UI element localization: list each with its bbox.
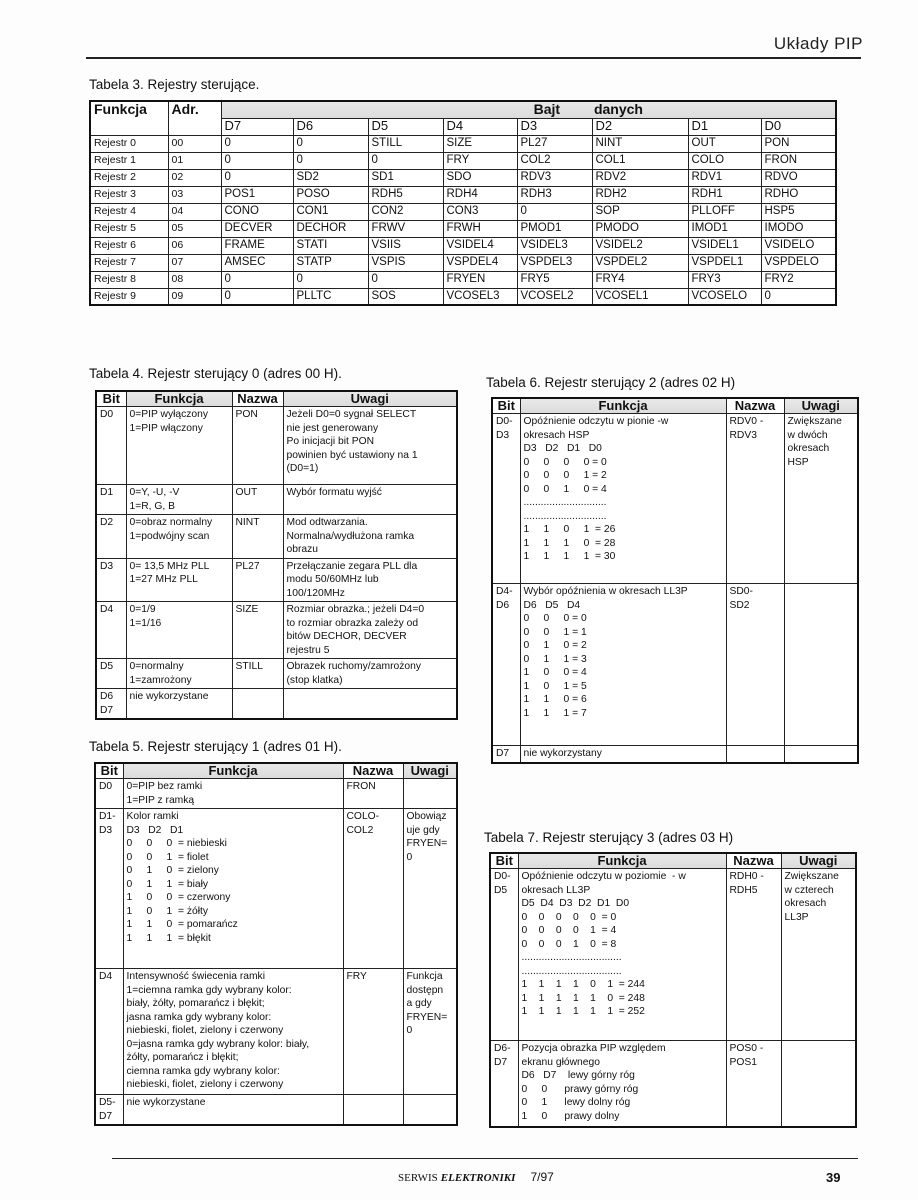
table-row: [90, 220, 836, 237]
table3-bit-value: SD1: [368, 169, 443, 186]
table6-cell-funkcja: nie wykorzystany: [520, 746, 726, 763]
table3-bit-value: IMODO: [761, 220, 836, 237]
table7-cell-uwagi: Zwiększane w czterech okresach LL3P: [781, 869, 856, 1041]
table3-bit-value: VSIIS: [368, 237, 443, 254]
footer-magazine-prefix: SERWIS: [398, 1172, 438, 1184]
table3-bit-value: VSPDEL2: [592, 254, 688, 271]
table3-bit-header: D1: [688, 118, 761, 135]
table4-cell-uwagi: Przełączanie zegara PLL dla modu 50/60MHz lub 100/120MHz: [283, 558, 457, 602]
table-row: [90, 271, 836, 288]
table3: [89, 100, 837, 306]
table3-bit-value: VCOSEL1: [592, 288, 688, 305]
table3-bit-value: FRYEN: [443, 271, 517, 288]
table3-bit-value: PLLTC: [293, 288, 368, 305]
table7-cell-bit: D0- D5: [490, 869, 518, 1041]
table5-cell-uwagi: Funkcja dostępn a gdy FRYEN= 0: [403, 969, 457, 1095]
table3-bit-header: D6: [293, 118, 368, 135]
table4-cell-funkcja: 0=normalny 1=zamrożony: [126, 659, 232, 689]
table3-bit-header: D0: [761, 118, 836, 135]
table3-bit-value: FRY4: [592, 271, 688, 288]
table5-cell-uwagi: [403, 779, 457, 809]
table3-register-name: Rejestr 3: [90, 186, 168, 203]
table-row: [490, 869, 856, 1041]
table-row: [96, 407, 457, 485]
table-row: [90, 203, 836, 220]
table5: [94, 762, 458, 1126]
table3-header-adr: Adr.: [168, 101, 221, 135]
table3-bit-value: 0: [221, 152, 293, 169]
table3-bit-value: SIZE: [443, 135, 517, 152]
table6-header-uwagi: Uwagi: [784, 398, 858, 414]
table3-bit-value: RDH3: [517, 186, 592, 203]
table-row: [96, 689, 457, 720]
table3-bit-value: DECVER: [221, 220, 293, 237]
table4-cell-uwagi: Jeżeli D0=0 sygnał SELECT nie jest generowany Po inicjacji bit PON powinien być ustawiony na 1 (D0=1): [283, 407, 457, 485]
table5-header-bit: Bit: [95, 763, 123, 779]
table3-bit-value: HSP5: [761, 203, 836, 220]
table3-bit-value: VCOSELO: [688, 288, 761, 305]
table4-cell-uwagi: Mod odtwarzania. Normalna/wydłużona ramka obrazu: [283, 515, 457, 559]
table3-bit-value: FRY5: [517, 271, 592, 288]
table4-cell-funkcja: 0=1/9 1=1/16: [126, 602, 232, 659]
table3-bit-value: IMOD1: [688, 220, 761, 237]
table4-cell-funkcja: 0=Y, -U, -V 1=R, G, B: [126, 485, 232, 515]
footer-magazine-name: ELEKTRONIKI: [440, 1172, 516, 1184]
table3-bit-value: COL2: [517, 152, 592, 169]
table4-cell-nazwa: STILL: [232, 659, 283, 689]
table3-bit-value: RDV3: [517, 169, 592, 186]
table3-bit-value: 0: [761, 288, 836, 305]
table3-bit-value: PMOD1: [517, 220, 592, 237]
table7-cell-nazwa: POS0 - POS1: [726, 1041, 781, 1127]
table5-cell-funkcja: 0=PIP bez ramki 1=PIP z ramką: [123, 779, 343, 809]
table4-cell-bit: D6 D7: [96, 689, 126, 720]
table4-cell-uwagi: Obrazek ruchomy/zamrożony (stop klatka): [283, 659, 457, 689]
table3-bit-value: AMSEC: [221, 254, 293, 271]
table6-cell-bit: D0- D3: [492, 414, 520, 584]
table3-bit-value: 0: [293, 152, 368, 169]
table3-register-address: 08: [168, 271, 221, 288]
table3-bit-value: 0: [293, 135, 368, 152]
table5-header-nazwa: Nazwa: [343, 763, 403, 779]
table3-register-name: Rejestr 5: [90, 220, 168, 237]
table3-bit-value: CON2: [368, 203, 443, 220]
table6-cell-funkcja: Wybór opóźnienia w okresach LL3P D6 D5 D4 0 0 0 = 0 0 0 1 = 1 0 1 0 = 2 0 1 1 = 3 1 0 0 = 4 1 0 1 = 5 1 1 0 = 6 1 1 1 = 7: [520, 584, 726, 746]
table5-cell-bit: D1- D3: [95, 809, 123, 969]
table3-register-name: Rejestr 7: [90, 254, 168, 271]
table5-cell-nazwa: COLO- COL2: [343, 809, 403, 969]
table3-register-name: Rejestr 6: [90, 237, 168, 254]
table6-cell-funkcja: Opóźnienie odczytu w pionie -w okresach HSP D3 D2 D1 D0 0 0 0 0 = 0 0 0 0 1 = 2 0 0 1 0 = 4 ............................. ............................. 1 1 0 1 = 26 1 1 1 0 = 28 1 1 1 1 = 30: [520, 414, 726, 584]
table3-bit-value: RDH1: [688, 186, 761, 203]
table5-cell-bit: D0: [95, 779, 123, 809]
table3-bit-value: VSPDEL4: [443, 254, 517, 271]
table3-danych-label: danych: [593, 101, 643, 117]
table6-cell-uwagi: [784, 584, 858, 746]
table3-bit-value: PLLOFF: [688, 203, 761, 220]
table3-bit-value: RDVO: [761, 169, 836, 186]
table3-register-address: 07: [168, 254, 221, 271]
footer-rule: [112, 1158, 858, 1159]
table3-bit-value: FRY3: [688, 271, 761, 288]
table6-cell-bit: D7: [492, 746, 520, 763]
table-row: [95, 779, 457, 809]
table4-header-nazwa: Nazwa: [232, 391, 283, 407]
table3-bit-value: VSPDEL1: [688, 254, 761, 271]
table3-bit-value: VSIDEL4: [443, 237, 517, 254]
table3-bit-value: NINT: [592, 135, 688, 152]
table3-bit-value: FRWH: [443, 220, 517, 237]
table3-bit-value: FRON: [761, 152, 836, 169]
table3-bit-value: SOS: [368, 288, 443, 305]
table3-bit-value: 0: [221, 169, 293, 186]
table7-cell-nazwa: RDH0 - RDH5: [726, 869, 781, 1041]
table6: [491, 397, 859, 764]
table4-cell-bit: D2: [96, 515, 126, 559]
table-row: [95, 1095, 457, 1126]
table3-bit-value: FRWV: [368, 220, 443, 237]
table4-header-funkcja: Funkcja: [126, 391, 232, 407]
table3-register-address: 06: [168, 237, 221, 254]
table3-bit-value: DECHOR: [293, 220, 368, 237]
table4-cell-bit: D3: [96, 558, 126, 602]
table3-bit-value: 0: [221, 271, 293, 288]
table6-cell-nazwa: RDV0 - RDV3: [726, 414, 784, 584]
table3-bit-header: D7: [221, 118, 293, 135]
table-row: [96, 515, 457, 559]
table6-cell-nazwa: [726, 746, 784, 763]
table3-bit-value: 0: [517, 203, 592, 220]
table3-bit-value: STATP: [293, 254, 368, 271]
table-row: [90, 288, 836, 305]
table4-cell-nazwa: NINT: [232, 515, 283, 559]
table-row: [90, 237, 836, 254]
table3-bit-value: PMODO: [592, 220, 688, 237]
table3-bit-value: COLO: [688, 152, 761, 169]
table3-register-address: 02: [168, 169, 221, 186]
table3-bit-value: 0: [221, 288, 293, 305]
table3-bit-value: 0: [368, 271, 443, 288]
table5-cell-nazwa: FRY: [343, 969, 403, 1095]
table3-bit-value: 0: [293, 271, 368, 288]
table-row: [490, 1041, 856, 1127]
table3-bit-value: SD2: [293, 169, 368, 186]
table7-cell-funkcja: Pozycja obrazka PIP względem ekranu głównego D6 D7 lewy górny róg 0 0 prawy górny róg 0 1 lewy dolny róg 1 0 prawy dolny: [518, 1041, 726, 1127]
table3-bit-value: 0: [368, 152, 443, 169]
table4-cell-nazwa: PL27: [232, 558, 283, 602]
table4-header-uwagi: Uwagi: [283, 391, 457, 407]
table3-bit-value: PON: [761, 135, 836, 152]
table3-bit-value: POSO: [293, 186, 368, 203]
table3-register-address: 09: [168, 288, 221, 305]
table6-cell-uwagi: Zwiększane w dwóch okresach HSP: [784, 414, 858, 584]
table4-cell-nazwa: [232, 689, 283, 720]
table3-register-address: 04: [168, 203, 221, 220]
table3-bit-value: CON3: [443, 203, 517, 220]
table3-bit-value: SDO: [443, 169, 517, 186]
table4-cell-nazwa: SIZE: [232, 602, 283, 659]
table6-cell-uwagi: [784, 746, 858, 763]
table-row: [96, 558, 457, 602]
table3-bit-value: VSPDELO: [761, 254, 836, 271]
table6-caption: Tabela 6. Rejestr sterujący 2 (adres 02 H): [486, 375, 736, 390]
table3-register-name: Rejestr 1: [90, 152, 168, 169]
table3-bit-value: STILL: [368, 135, 443, 152]
table3-bit-value: OUT: [688, 135, 761, 152]
table4-header-bit: Bit: [96, 391, 126, 407]
table3-bit-header: D4: [443, 118, 517, 135]
table3-bit-value: VSIDEL2: [592, 237, 688, 254]
table4-cell-bit: D4: [96, 602, 126, 659]
table-row: [96, 602, 457, 659]
table4: [95, 390, 458, 720]
table3-bit-value: VSIDELO: [761, 237, 836, 254]
table-row: [96, 659, 457, 689]
table-row: [90, 135, 836, 152]
table3-caption: Tabela 3. Rejestry sterujące.: [89, 77, 260, 92]
table4-cell-funkcja: 0= 13,5 MHz PLL 1=27 MHz PLL: [126, 558, 232, 602]
table3-bit-value: VSPDEL3: [517, 254, 592, 271]
table4-cell-uwagi: Wybór formatu wyjść: [283, 485, 457, 515]
table6-cell-bit: D4- D6: [492, 584, 520, 746]
table4-cell-bit: D5: [96, 659, 126, 689]
table3-header-funkcja: Funkcja: [90, 101, 168, 135]
table5-caption: Tabela 5. Rejestr sterujący 1 (adres 01 H).: [89, 739, 342, 754]
table5-cell-funkcja: Intensywność świecenia ramki 1=ciemna ramka gdy wybrany kolor: biały, żółty, pomarańcz i błękit; jasna ramka gdy wybrany kolor: niebieski, fiolet, zielony i czerwony 0=jasna ramka gdy wybrany kolor: biały, żółty, pomarańcz i błękit; ciemna ramka gdy wybrany kolor: niebieski, fiolet, zielony i czerwony: [123, 969, 343, 1095]
table4-cell-bit: D0: [96, 407, 126, 485]
table5-cell-uwagi: [403, 1095, 457, 1126]
table7-cell-funkcja: Opóźnienie odczytu w poziomie - w okresach LL3P D5 D4 D3 D2 D1 D0 0 0 0 0 0 = 0 0 0 0 0 1 = 4 0 0 0 1 0 = 8 ................................... ................................... 1 1 1 1 0 1 = 244 1 1 1 1 1 0 = 248 1 1 1 1 1 1 = 252: [518, 869, 726, 1041]
table3-register-name: Rejestr 2: [90, 169, 168, 186]
table3-register-address: 01: [168, 152, 221, 169]
table-row: [96, 485, 457, 515]
table3-bit-value: POS1: [221, 186, 293, 203]
table3-register-name: Rejestr 4: [90, 203, 168, 220]
table3-bit-value: CONO: [221, 203, 293, 220]
table3-register-name: Rejestr 9: [90, 288, 168, 305]
table3-bit-value: 0: [221, 135, 293, 152]
table5-header-funkcja: Funkcja: [123, 763, 343, 779]
table4-cell-funkcja: 0=obraz normalny 1=podwójny scan: [126, 515, 232, 559]
table4-cell-uwagi: [283, 689, 457, 720]
table5-cell-funkcja: Kolor ramki D3 D2 D1 0 0 0 = niebieski 0 0 1 = fiolet 0 1 0 = zielony 0 1 1 = biały 1 0 0 = czerwony 1 0 1 = żółty 1 1 0 = pomarańcz 1 1 1 = błękit: [123, 809, 343, 969]
table3-register-name: Rejestr 8: [90, 271, 168, 288]
table3-bit-value: VCOSEL3: [443, 288, 517, 305]
table3-bit-value: FRY: [443, 152, 517, 169]
table3-header-bajt-danych: [221, 101, 836, 118]
table7-cell-bit: D6- D7: [490, 1041, 518, 1127]
table5-cell-uwagi: Obowiąz uje gdy FRYEN= 0: [403, 809, 457, 969]
table4-cell-bit: D1: [96, 485, 126, 515]
section-title: Układy PIP: [773, 34, 863, 53]
table3-bit-value: VSIDEL3: [517, 237, 592, 254]
table-row: [90, 254, 836, 271]
table3-bit-value: FRY2: [761, 271, 836, 288]
table3-bit-header: D2: [592, 118, 688, 135]
table7-header-nazwa: Nazwa: [726, 853, 781, 869]
table3-bit-value: CON1: [293, 203, 368, 220]
table4-cell-funkcja: nie wykorzystane: [126, 689, 232, 720]
table3-bit-value: VSPIS: [368, 254, 443, 271]
table6-cell-nazwa: SD0- SD2: [726, 584, 784, 746]
table-row: [492, 746, 858, 763]
footer-magazine: [398, 1170, 554, 1184]
table3-bit-value: FRAME: [221, 237, 293, 254]
table7-cell-uwagi: [781, 1041, 856, 1127]
table4-cell-uwagi: Rozmiar obrazka.; jeżeli D4=0 to rozmiar obrazka zależy od bitów DECHOR, DECVER rejestru 5: [283, 602, 457, 659]
table5-cell-nazwa: [343, 1095, 403, 1126]
table3-bit-value: VCOSEL2: [517, 288, 592, 305]
table3-bit-value: VSIDEL1: [688, 237, 761, 254]
table-row: [492, 414, 858, 584]
header-rule: [86, 57, 861, 59]
table6-header-funkcja: Funkcja: [520, 398, 726, 414]
table6-header-nazwa: Nazwa: [726, 398, 784, 414]
table3-bit-value: SOP: [592, 203, 688, 220]
table-row: [90, 186, 836, 203]
table4-cell-nazwa: PON: [232, 407, 283, 485]
table5-header-uwagi: Uwagi: [403, 763, 457, 779]
table3-register-name: Rejestr 0: [90, 135, 168, 152]
table3-register-address: 03: [168, 186, 221, 203]
table4-caption: Tabela 4. Rejestr sterujący 0 (adres 00 H).: [89, 366, 342, 381]
table3-bit-value: RDH5: [368, 186, 443, 203]
table7: [489, 852, 857, 1128]
table3-bit-value: COL1: [592, 152, 688, 169]
table6-header-bit: Bit: [492, 398, 520, 414]
table3-bit-value: RDH2: [592, 186, 688, 203]
table7-header-uwagi: Uwagi: [781, 853, 856, 869]
table5-cell-bit: D5- D7: [95, 1095, 123, 1126]
table3-bit-value: RDH4: [443, 186, 517, 203]
table4-cell-funkcja: 0=PIP wyłączony 1=PIP włączony: [126, 407, 232, 485]
table-row: [90, 169, 836, 186]
table-row: [95, 969, 457, 1095]
table3-register-address: 05: [168, 220, 221, 237]
table5-cell-nazwa: FRON: [343, 779, 403, 809]
footer-page-number: 39: [826, 1170, 841, 1185]
table3-bit-value: PL27: [517, 135, 592, 152]
table4-cell-nazwa: OUT: [232, 485, 283, 515]
table3-bit-value: RDV2: [592, 169, 688, 186]
table-row: [90, 152, 836, 169]
table7-header-bit: Bit: [490, 853, 518, 869]
table-row: [95, 809, 457, 969]
table5-cell-bit: D4: [95, 969, 123, 1095]
table3-bit-value: RDV1: [688, 169, 761, 186]
footer-issue: 7/97: [530, 1170, 554, 1184]
table3-register-address: 00: [168, 135, 221, 152]
table3-bit-header: D3: [517, 118, 592, 135]
table7-caption: Tabela 7. Rejestr sterujący 3 (adres 03 H): [484, 830, 734, 845]
table7-header-funkcja: Funkcja: [518, 853, 726, 869]
table5-cell-funkcja: nie wykorzystane: [123, 1095, 343, 1126]
table3-bit-value: STATI: [293, 237, 368, 254]
table3-bit-header: D5: [368, 118, 443, 135]
table-row: [492, 584, 858, 746]
table3-bajt-label: Bajt: [533, 101, 561, 117]
table3-bit-value: RDHO: [761, 186, 836, 203]
